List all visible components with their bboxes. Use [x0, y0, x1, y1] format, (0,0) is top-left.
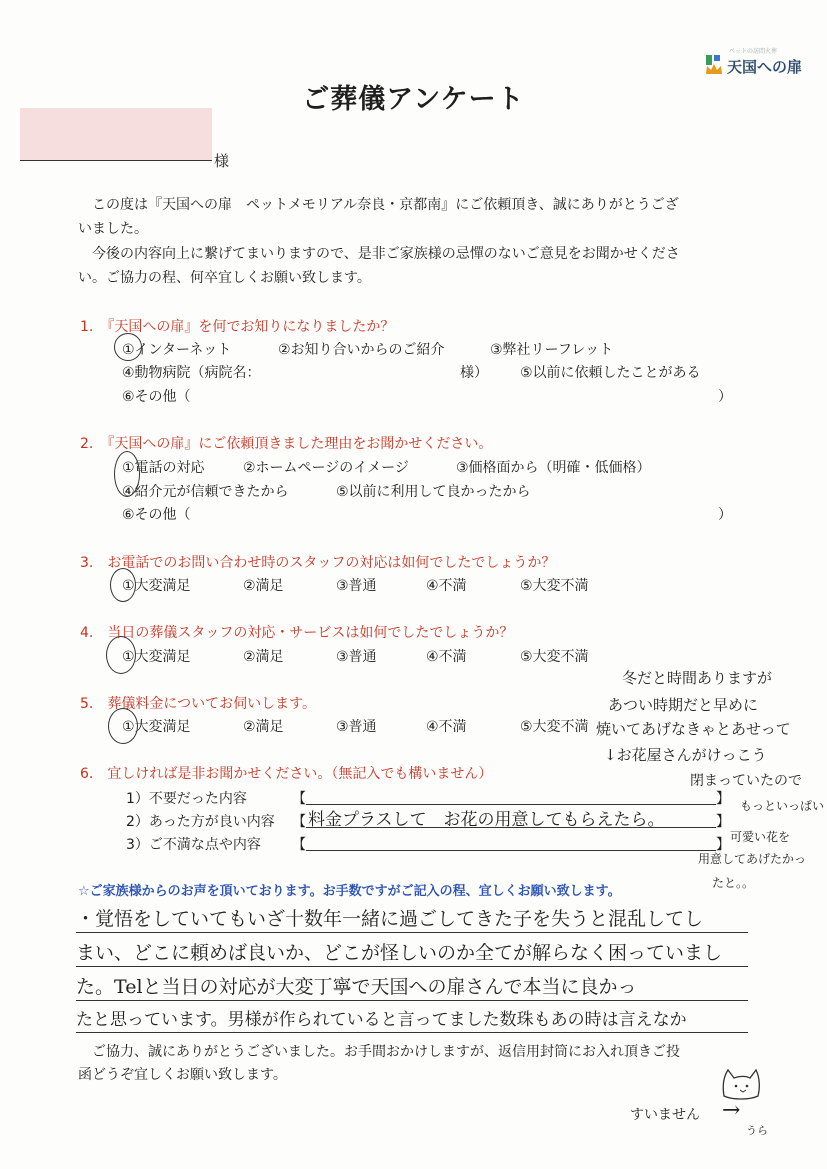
q1-opt-leaflet[interactable]: ③弊社リーフレット	[490, 342, 614, 358]
q1-opt-hospital-suffix: 様）	[460, 365, 488, 381]
q5-rating-1[interactable]: ①大変満足	[122, 719, 191, 735]
voice-rule-1	[76, 932, 748, 933]
voice-rule-4	[76, 1032, 748, 1033]
margin-note-line-7: 可愛い花を	[730, 830, 791, 844]
voice-section-title: ☆ご家族様からのお声を頂いております。お手数ですがご記入の程、宜しくお願い致します。	[78, 884, 621, 899]
q2-opt-trust[interactable]: ④紹介元が信頼できたから	[122, 484, 289, 500]
q5-title: 5. 葬儀料金についてお伺いします。	[80, 696, 316, 712]
q2-opt-previous[interactable]: ⑤以前に利用して良かったから	[336, 484, 531, 500]
closing-line-2: 函どうぞ宜しくお願い致します。	[78, 1067, 287, 1083]
voice-line-2[interactable]: まい、どこに頼めば良いか、どこが怪しいのか全てが解らなく困っていまし	[76, 942, 723, 964]
margin-note-line-2: あつい時期だと早めに	[608, 696, 759, 714]
q2-opt-other[interactable]: ⑥その他（	[122, 507, 191, 523]
voice-rule-3	[76, 1000, 748, 1001]
q2-opt-website[interactable]: ②ホームページのイメージ	[243, 460, 409, 476]
voice-line-3[interactable]: た。Telと当日の対応が大変丁寧で天国への扉さんで本当に良かっ	[76, 976, 637, 998]
logo-tagline: ペットの訪問火葬	[729, 48, 778, 55]
margin-note-line-3: 焼いてあげなきゃとあせって	[596, 720, 791, 738]
intro-line-2: いました。	[78, 221, 148, 237]
footer-apology: すいません	[630, 1107, 700, 1123]
q6-bracket-open: 【	[292, 814, 306, 830]
q6-item-wanted: 2）あった方が良い内容	[126, 814, 275, 830]
q2-opt-price[interactable]: ③価格面から（明確・低価格）	[456, 460, 651, 476]
q6-bracket-open: 【	[292, 791, 306, 807]
q3-rating-3[interactable]: ③普通	[336, 578, 377, 594]
q1-opt-referral[interactable]: ②お知り合いからのご紹介	[278, 342, 445, 358]
q4-rating-3[interactable]: ③普通	[336, 649, 377, 665]
name-underline	[20, 160, 212, 161]
q6-bracket-close: 】	[716, 814, 730, 830]
redacted-name	[20, 108, 212, 160]
q6-answer-wanted[interactable]: 料金プラスして お花の用意してもらえたら。	[308, 810, 665, 830]
voice-rule-2	[76, 966, 748, 967]
addressee-honorific: 様	[214, 152, 230, 170]
q5-rating-5[interactable]: ⑤大変不満	[520, 719, 589, 735]
q6-answer-line-2	[306, 827, 716, 828]
q5-rating-4[interactable]: ④不満	[426, 719, 467, 735]
margin-note-line-4: ↓お花屋さんがけっこう	[604, 746, 767, 764]
margin-note-line-1: 冬だと時間ありますが	[622, 669, 773, 687]
margin-note-line-6: もっといっぱい	[740, 799, 825, 813]
intro-line-3: 今後の内容向上に繋げてまいりますので、是非ご家族様の忌憚のないご意見をお聞かせくださ	[92, 246, 680, 262]
q6-item-complaints: 3）ご不満な点や内容	[126, 837, 261, 853]
q6-item-unneeded: 1）不要だった内容	[126, 791, 247, 807]
voice-line-4[interactable]: たと思っています。男様が作られていると言ってました数珠もあの時は言えなか	[76, 1010, 687, 1030]
q2-title: 2. 『天国への扉』にご依頼頂きました理由をお聞かせください。	[80, 436, 493, 452]
arrow-right-icon: →	[722, 1098, 741, 1123]
q3-rating-5[interactable]: ⑤大変不満	[520, 578, 589, 594]
q3-rating-1[interactable]: ①大変満足	[122, 578, 191, 594]
voice-line-1[interactable]: ・覚悟をしていてもいざ十数年一緒に過ごしてきた子を失うと混乱してし	[76, 908, 704, 930]
q5-rating-3[interactable]: ③普通	[336, 719, 377, 735]
q1-title: 1. 『天国への扉』を何でお知りになりましたか？	[80, 319, 395, 335]
q1-other-close: ）	[718, 389, 732, 405]
margin-note-line-9: たと。。	[712, 876, 755, 890]
margin-note-line-5: 閉まっていたので	[690, 773, 802, 789]
cat-doodle-icon	[716, 1066, 764, 1102]
q1-opt-internet[interactable]: ①インターネット	[122, 342, 232, 358]
q4-title: 4. 当日の葬儀スタッフの対応・サービスは如何でしたでしょうか？	[80, 625, 514, 641]
q4-rating-2[interactable]: ②満足	[243, 649, 284, 665]
footer-overleaf: うら	[746, 1124, 768, 1137]
crown-logo-icon	[705, 54, 723, 76]
intro-line-1: この度は『天国への扉 ペットメモリアル奈良・京都南』にご依頼頂き、誠にありがとうござ	[92, 197, 679, 213]
answer-circle	[114, 333, 142, 361]
q6-bracket-close: 】	[716, 837, 730, 853]
margin-note-line-8: 用意してあげたかっ	[698, 852, 807, 866]
q3-rating-4[interactable]: ④不満	[426, 578, 467, 594]
q6-title: 6. 宜しければ是非お聞かせください。（無記入でも構いません）	[80, 766, 493, 782]
page-title: ご葬儀アンケート	[302, 84, 525, 115]
q6-bracket-open: 【	[292, 837, 306, 853]
q2-other-close: ）	[718, 507, 732, 523]
q4-rating-5[interactable]: ⑤大変不満	[520, 649, 589, 665]
q1-opt-other[interactable]: ⑥その他（	[122, 389, 191, 405]
logo-text: 天国への扉	[727, 58, 803, 76]
q3-title: 3. お電話でのお問い合わせ時のスタッフの対応は如何でしたでしょうか？	[80, 555, 556, 571]
q6-bracket-close: 】	[716, 791, 730, 807]
brand-logo	[705, 44, 815, 80]
q3-rating-2[interactable]: ②満足	[243, 578, 284, 594]
q6-answer-line-3[interactable]	[306, 850, 716, 851]
q2-opt-phone[interactable]: ①電話の対応	[122, 460, 205, 476]
closing-line-1: ご協力、誠にありがとうございました。お手間おかけしますが、返信用封筒にお入れ頂きご投	[92, 1044, 680, 1060]
intro-line-4: い。ご協力の程、何卒宜しくお願い致します。	[78, 270, 371, 286]
q5-rating-2[interactable]: ②満足	[243, 719, 284, 735]
q4-rating-1[interactable]: ①大変満足	[122, 649, 191, 665]
q1-opt-previous[interactable]: ⑤以前に依頼したことがある	[520, 365, 701, 381]
q1-opt-hospital[interactable]: ④動物病院（病院名：	[122, 365, 261, 381]
q4-rating-4[interactable]: ④不満	[426, 649, 467, 665]
